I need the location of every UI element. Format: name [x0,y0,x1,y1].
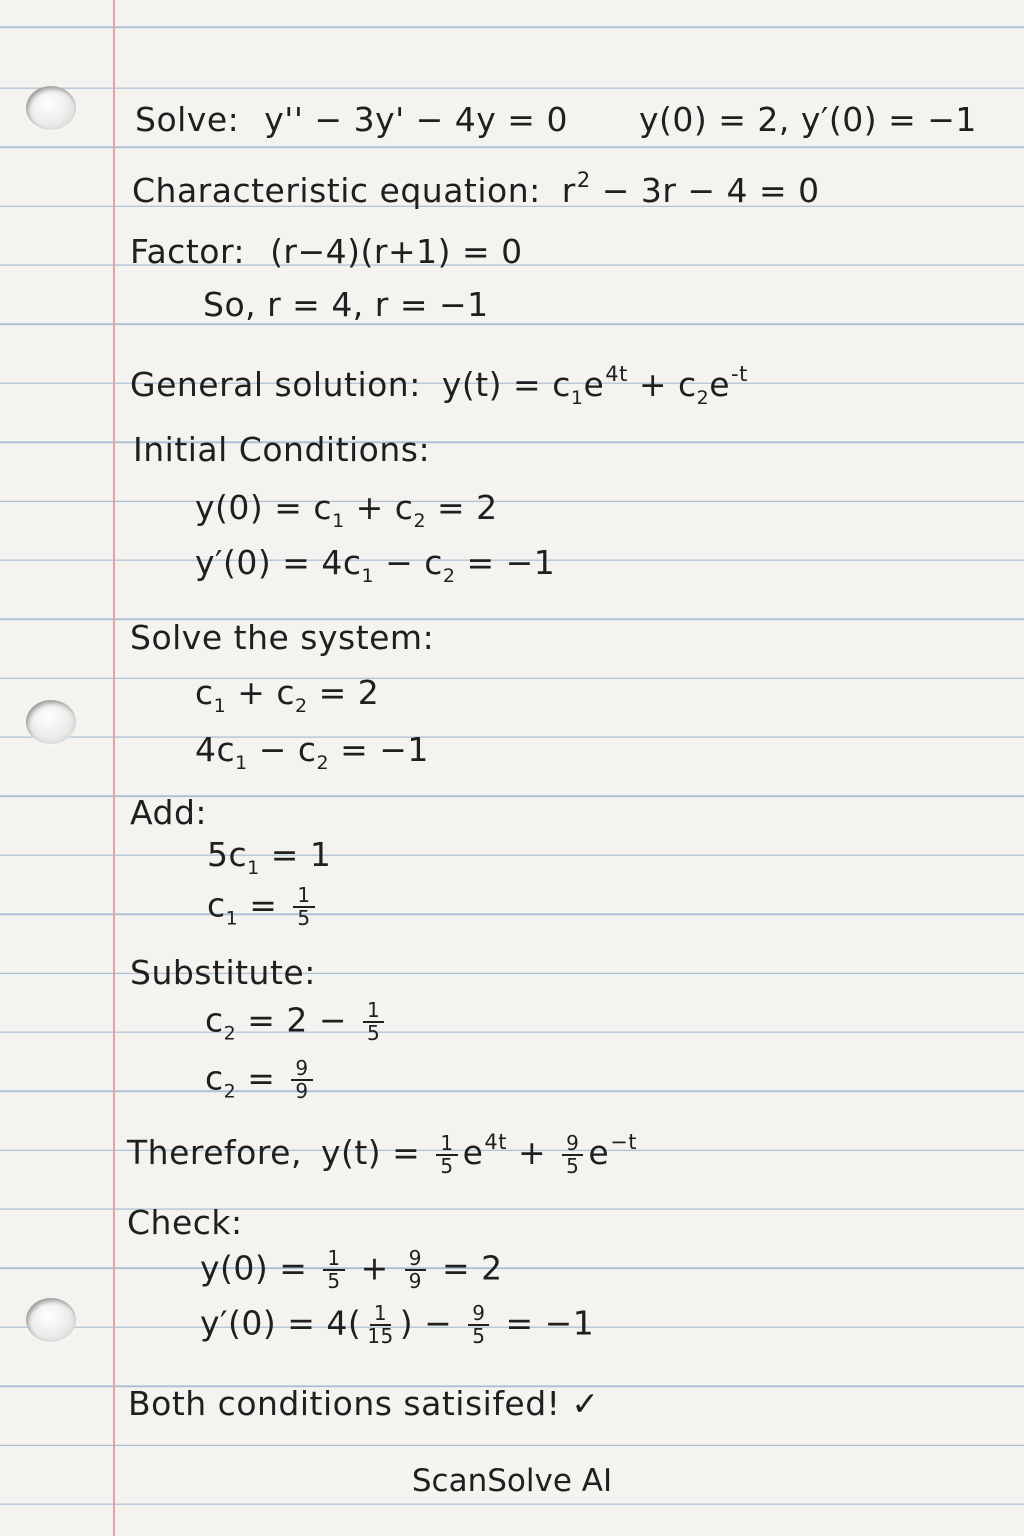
roots-line [203,285,489,324]
factor-label: Factor: [130,232,246,271]
system-l1-sub1: 1 [213,695,227,717]
substitute-l1-numerator: 1 [363,1000,384,1023]
check-l1-f1-numerator: 1 [323,1248,344,1271]
initial-l1-a: y(0) = c [195,488,333,527]
check-label: Check: [127,1203,243,1242]
characteristic-line [132,168,820,210]
therefore-lhs: y(t) = [320,1133,432,1172]
check-line-2 [200,1303,594,1347]
add-line-1 [207,835,331,879]
substitute-l2-a: c [205,1058,224,1098]
general-c2-subscript: 2 [696,387,710,409]
system-line-2 [195,730,429,774]
substitute-l2-sub: 2 [223,1080,237,1103]
therefore-fraction-2 [562,1130,583,1178]
punch-hole-bottom [26,1298,76,1342]
therefore-f2-numerator: 9 [562,1133,583,1156]
factor-line [130,232,523,271]
add-l1-b: = 1 [259,835,332,874]
therefore-fraction-1 [436,1130,457,1178]
initial-l2-sub1: 1 [361,565,375,587]
general-lhs: y(t) = c [441,365,571,404]
initial-l1-b: + c [344,488,414,527]
system-l2-c: = −1 [329,730,429,769]
check-line-1 [200,1248,503,1292]
system-l1-a: c [195,673,214,712]
check-l1-c: = 2 [431,1248,503,1288]
problem-line [135,100,977,139]
therefore-exp1: 4t [484,1130,507,1154]
add-line-2 [207,885,320,930]
substitute-l1-b: = 2 − [236,1000,359,1040]
substitute-l2-b: = [236,1058,287,1098]
therefore-line [127,1130,637,1177]
substitute-l1-a: c [205,1000,224,1040]
system-l2-b: − c [247,730,317,769]
check-l1-a: y(0) = [200,1248,319,1288]
substitute-label: Substitute: [130,953,316,992]
substitute-label-line [130,953,316,992]
therefore-exp2: −t [610,1130,638,1154]
conclusion-line [128,1384,600,1423]
add-l2-fraction [293,885,314,929]
add-label-line [130,793,207,832]
substitute-l1-sub: 2 [223,1022,237,1045]
check-l2-c: = −1 [494,1303,595,1343]
therefore-plus: + [506,1133,558,1172]
system-label: Solve the system: [130,618,435,657]
check-l2-fraction-1 [363,1303,397,1347]
check-l2-a: y′(0) = 4( [200,1303,362,1343]
general-c1-subscript: 1 [570,387,584,409]
general-exp1: 4t [605,362,628,386]
footer-brand: ScanSolve AI [411,1463,613,1499]
system-line-1 [195,673,379,717]
system-l2-sub1: 1 [235,752,248,774]
check-l2-fraction-2 [468,1303,489,1347]
initial-l2-a: y′(0) = 4c [195,543,362,582]
system-l1-c: = 2 [307,673,380,712]
initial-l1-c: = 2 [426,488,498,527]
therefore-e1: e [462,1133,484,1172]
general-plus: + c [627,365,697,404]
system-label-line [130,618,434,657]
add-l2-a: c [207,885,226,925]
check-l2-f2-numerator: 9 [468,1303,489,1326]
add-l1-sub: 1 [247,857,260,879]
general-solution-line [130,362,748,409]
initial-line-2 [195,543,555,587]
initial-l2-sub2: 2 [442,565,456,587]
add-l2-b: = [238,885,289,925]
check-l2-f1-numerator: 1 [370,1303,391,1326]
add-l2-numerator: 1 [293,885,314,908]
substitute-line-2 [205,1058,318,1103]
substitute-l1-fraction [363,1000,384,1044]
general-e2: e [709,365,731,404]
general-e1: e [583,365,605,404]
substitute-l2-numerator: 9 [291,1058,312,1081]
initial-l2-c: = −1 [455,543,556,582]
initial-l2-b: − c [374,543,443,582]
punch-hole-middle [26,700,76,744]
therefore-f1-denominator: 5 [440,1153,454,1178]
factor-expression: (r−4)(r+1) = 0 [270,232,523,271]
check-l1-b: + [349,1248,400,1288]
initial-label: Initial Conditions: [133,430,431,469]
check-l1-fraction-1 [323,1248,344,1292]
substitute-l2-fraction [291,1058,312,1102]
check-l2-f2-denominator: 5 [472,1324,486,1348]
margin-line [113,0,115,1536]
system-l2-sub2: 2 [316,752,330,774]
characteristic-exponent: 2 [576,168,591,192]
check-l1-f2-denominator: 9 [408,1269,423,1293]
add-label: Add: [130,793,208,832]
factor-roots: So, r = 4, r = −1 [203,285,489,324]
problem-equation: y'' − 3y' − 4y = 0 [264,100,568,139]
therefore-label: Therefore, [127,1133,302,1172]
substitute-line-1 [205,1000,389,1045]
check-label-line [127,1203,243,1242]
characteristic-label: Characteristic equation: [132,171,541,210]
therefore-e2: e [588,1133,610,1172]
add-l2-sub: 1 [225,907,239,930]
system-l2-a: 4c [195,730,236,769]
check-l2-b: ) − [399,1303,464,1343]
problem-label: Solve: [135,100,240,139]
general-exp2: -t [731,362,748,386]
add-l1-a: 5c [207,835,248,874]
check-l1-f2-numerator: 9 [405,1248,426,1271]
initial-l1-sub2: 2 [413,510,427,532]
initial-line-1 [195,488,498,532]
problem-conditions: y(0) = 2, y′(0) = −1 [638,100,977,139]
characteristic-r: r [561,171,576,210]
check-l1-f1-denominator: 5 [327,1269,341,1293]
therefore-f2-denominator: 5 [566,1153,580,1178]
system-l1-b: + c [226,673,296,712]
conclusion-text: Both conditions satisifed! ✓ [128,1384,600,1423]
add-l2-denominator: 5 [297,906,311,930]
punch-hole-top [26,86,76,130]
system-l1-sub2: 2 [295,695,308,717]
check-l1-fraction-2 [405,1248,426,1292]
therefore-f1-numerator: 1 [436,1133,457,1156]
characteristic-rest: − 3r − 4 = 0 [590,171,820,210]
initial-label-line [133,430,430,469]
check-l2-f1-denominator: 15 [367,1324,394,1348]
substitute-l1-denominator: 5 [367,1021,381,1045]
substitute-l2-denominator: 9 [295,1079,309,1103]
initial-l1-sub1: 1 [332,510,345,532]
general-label: General solution: [130,365,421,404]
